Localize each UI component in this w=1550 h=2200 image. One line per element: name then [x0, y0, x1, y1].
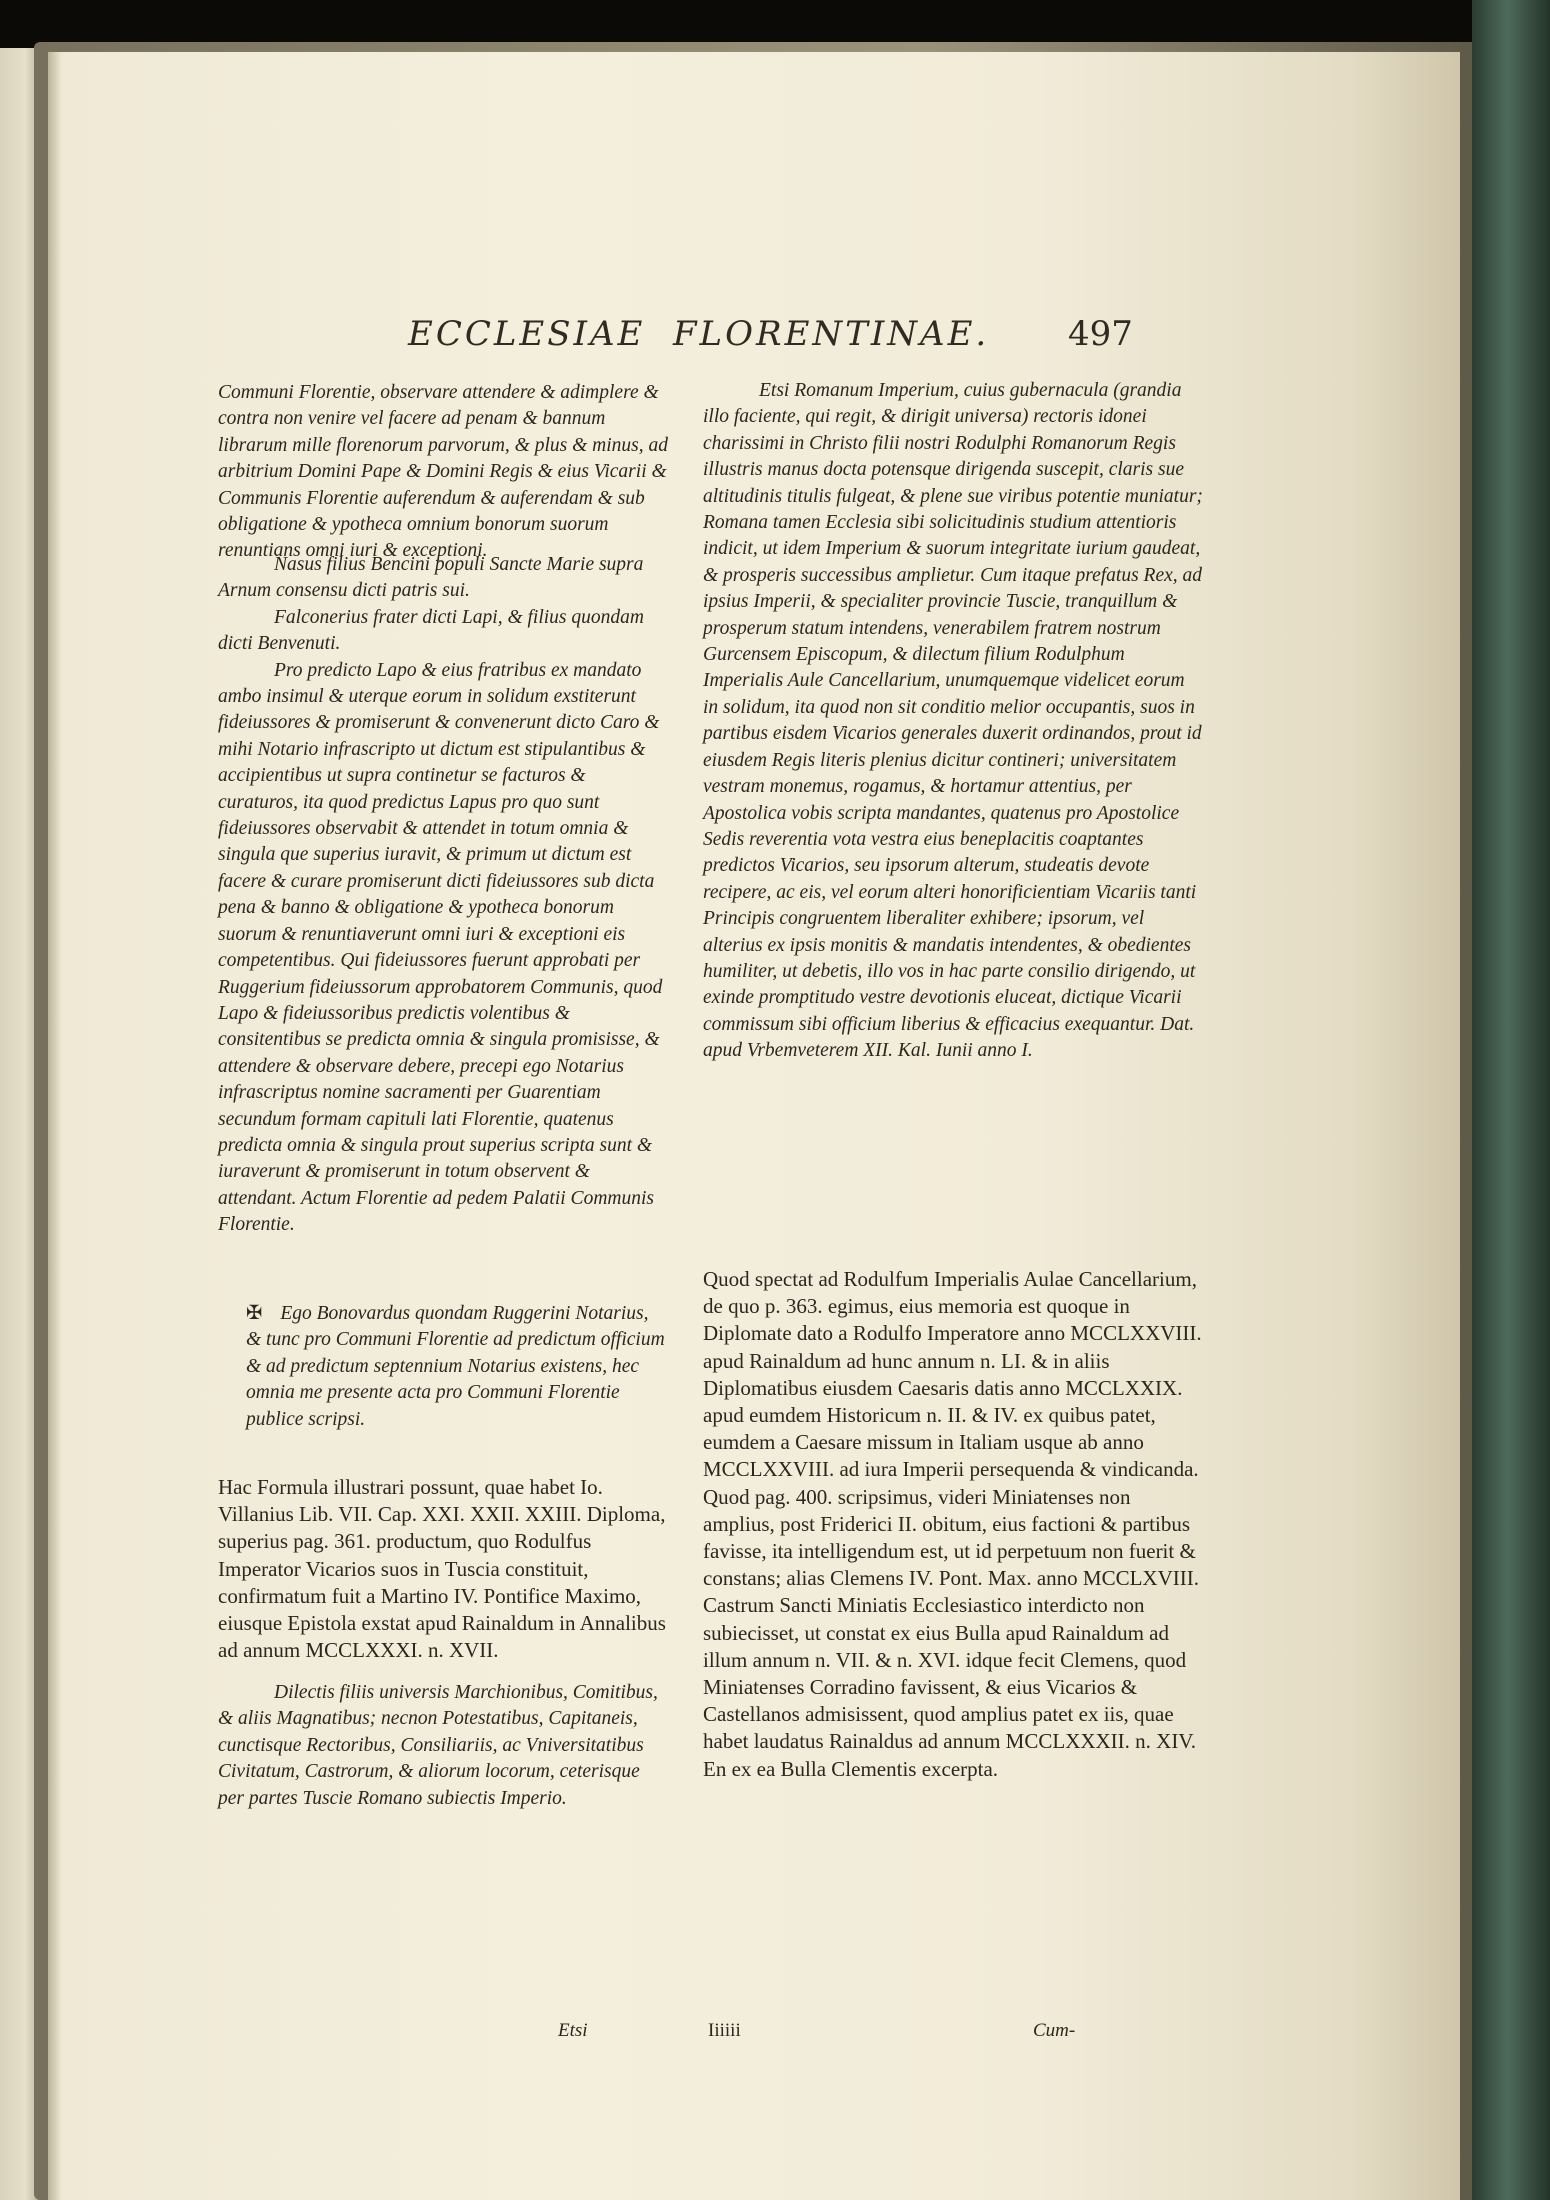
- paragraph-quod-spectat: Quod spectat ad Rodulfum Imperialis Aulae Cancellarium, de quo p. 363. egimus, eius memoria est quoque in Diplomate dato a Rodulfo Imperatore anno MCCLXXVIII. apud Rainaldum ad hunc annum n. LI. & in aliis Diplomatibus eiusdem Caesaris datis anno MCCLXXIX. apud eumdem Historicum n. II. & IV. ex quibus patet, eumdem a Caesare missum in Italiam usque ab anno MCCLXXVIII. ad iura Imperii persequenda & vindicanda. Quod pag. 400. scripsimus, videri Miniatenses non amplius, post Friderici II. obitum, eius factioni & partibus favisse, ita intelligendum est, ut id perpetuum non fuerit & constans; alias Clemens IV. Pont. Max. anno MCCLXVIII. Castrum Sancti Miniatis Ecclesiastico interdicto non subiecisset, ut constat ex eius Bulla apud Rainaldum ad illum annum n. VII. & n. XVI. idque fecit Clemens, quod Miniatenses Corradino favissent, & eius Vicarios & Castellanos admisissent, quod amplius patet ex iis, quae habet laudatus Rainaldus ad annum MCCLXXXII. n. XIV. En ex ea Bulla Clementis excerpta.: [703, 1267, 1202, 1781]
- running-header: ECCLESIAE FLORENTINAE.: [408, 314, 990, 354]
- paragraph-oath: Communi Florentie, observare attendere & adimplere & contra non venire vel facere ad penam & bannum librarum mille florenorum parvorum, & plus & minus, ad arbitrium Domini Pape & Domini Regis & eius Vicarii & Communis Florentie auferendum & auferendam & sub obligatione & ypotheca omnium bonorum suorum renuntians omni iuri & exceptioni.: [218, 382, 668, 562]
- letter-address: [218, 1680, 668, 1812]
- paragraph-etsi: Etsi Romanum Imperium, cuius gubernacula (grandia illo faciente, qui regit, & dirigit universa) rectoris idonei charissimi in Christo filii nostri Rodulphi Romanorum Regis illustris manus docta potensque dirigenda suscepit, claris sue altitudinis titulis fulgeat, & plene sue viribus potentie muniatur; Romana tamen Ecclesia sibi solicitudinis studium attentioris indicit, ut idem Imperium & suorum integritate iurium gaudeat, & prosperis successibus amplietur. Cum itaque prefatus Rex, ad ipsius Imperii, & specialiter provincie Tuscie, tranquillum & prosperum statum intendens, venerabilem fratrem nostrum Gurcensem Episcopum, & dilectum filium Rodulphum Imperialis Aule Cancellarium, unumquemque videlicet eorum in solidum, ita quod non sit conditio melior occupantis, suos in partibus eisdem Vicarios generales duxerit ordinandos, prout id eiusdem Regis literis plenius dicitur contineri; universitatem vestram monemus, rogamus, & hortamur attentius, per Apostolica vobis scripta mandantes, quatenus pro Apostolice Sedis reverentia vota vestra eius beneplacitis coaptantes predictos Vicarios, seu ipsorum alterum, studeatis devote recipere, ac eis, vel eorum alteri honorificientiam Vicariis tanti Principis congruentem liberaliter exhibere; ipsorum, vel alterius ex ipsis monitis & mandatis intendentes, & obedientes humiliter, ut debetis, illo vos in hac parte consilio dirigendo, ut exinde promptitudo vestre devotionis eluceat, dictique Vicarii commissum sibi officium liberius & efficacius exequantur. Dat. apud Vrbemveterem XII. Kal. Iunii anno I.: [703, 380, 1203, 1062]
- page-number: 497: [1068, 314, 1133, 354]
- right-column-letter: [703, 378, 1203, 1065]
- paragraph-notary: Ego Bonovardus quondam Ruggerini Notarius, & tunc pro Communi Florentie ad predictum officium & ad predictum septennium Notarius existens, hec omnia me presente acta pro Communi Florentie publice scripsi.: [246, 1303, 665, 1430]
- notary-subscription: [218, 1301, 668, 1433]
- commentary-right: [703, 1266, 1203, 1783]
- paragraph-nasus: Nasus filius Bencini populi Sancte Marie supra Arnum consensu dicti patris sui.: [218, 554, 644, 602]
- paragraph-pro-predicto: Pro predicto Lapo & eius fratribus ex mandato ambo insimul & uterque eorum in solidum exstiterunt fideiussores & promiserunt & convenerunt dicto Caro & mihi Notario infrascripto ut dictum est stipulantibus & accipientibus ut supra continetur se facturos & curaturos, ita quod predictus Lapus pro quo sunt fideiussores observabit & attendet in totum omnia & singula que superius iuravit, & primum ut dictum est facere & curare promiserunt dicti fideiussores sub dicta pena & banno & obligatione & ypotheca bonorum suorum & renuntiaverunt omni iuri & exceptioni eis competentibus. Qui fideiussores fuerunt approbati per Ruggerium fideiussorum approbatorem Communis, quod Lapo & fideiussoribus predictis volentibus & consitentibus se predicta omnia & singula promisisse, & attendere & observare debere, precepi ego Notarius infrascriptus nomine sacramenti per Guarentiam secundum formam capituli lati Florentie, quatenus predicta omnia & singula prout superius scripta sunt & iuraverunt & promiserunt in totum observent & attendant. Actum Florentie ad pedem Palatii Communis Florentie.: [218, 659, 663, 1236]
- paragraph-hac-formula: Hac Formula illustrari possunt, quae habet Io. Villanius Lib. VII. Cap. XXI. XXII. XXIII. Diploma, superius pag. 361. productum, quo Rodulfus Imperator Vicarios suos in Tuscia constituit, confirmatum fuit a Martino IV. Pontifice Maximo, eiusque Epistola exstat apud Rainaldum in Annalibus ad annum MCCLXXXI. n. XVII.: [218, 1475, 666, 1663]
- page-gutter: [48, 52, 62, 2200]
- catchword-left: Etsi: [558, 2020, 588, 2041]
- paragraph-dilectis: Dilectis filiis universis Marchionibus, Comitibus, & aliis Magnatibus; necnon Potestatibus, Capitaneis, cunctisque Rectoribus, Consiliariis, ac Vniversitatibus Civitatum, Castrorum, & aliorum locorum, ceterisque per partes Tuscie Romano subiectis Imperio.: [218, 1682, 658, 1809]
- page-stack-edge: [1472, 0, 1550, 2200]
- paragraph-falconerius: Falconerius frater dicti Lapi, & filius quondam dicti Benvenuti.: [218, 606, 644, 655]
- signature-mark: Iiiiii: [708, 2020, 741, 2041]
- book-page: [48, 52, 1460, 2200]
- catchword-right: Cum-: [1033, 2020, 1076, 2041]
- left-column-top: [218, 380, 668, 565]
- commentary-left: [218, 1474, 668, 1664]
- left-column-fideiussores: [218, 552, 668, 1239]
- notary-cross-mark: ✠: [246, 1303, 263, 1324]
